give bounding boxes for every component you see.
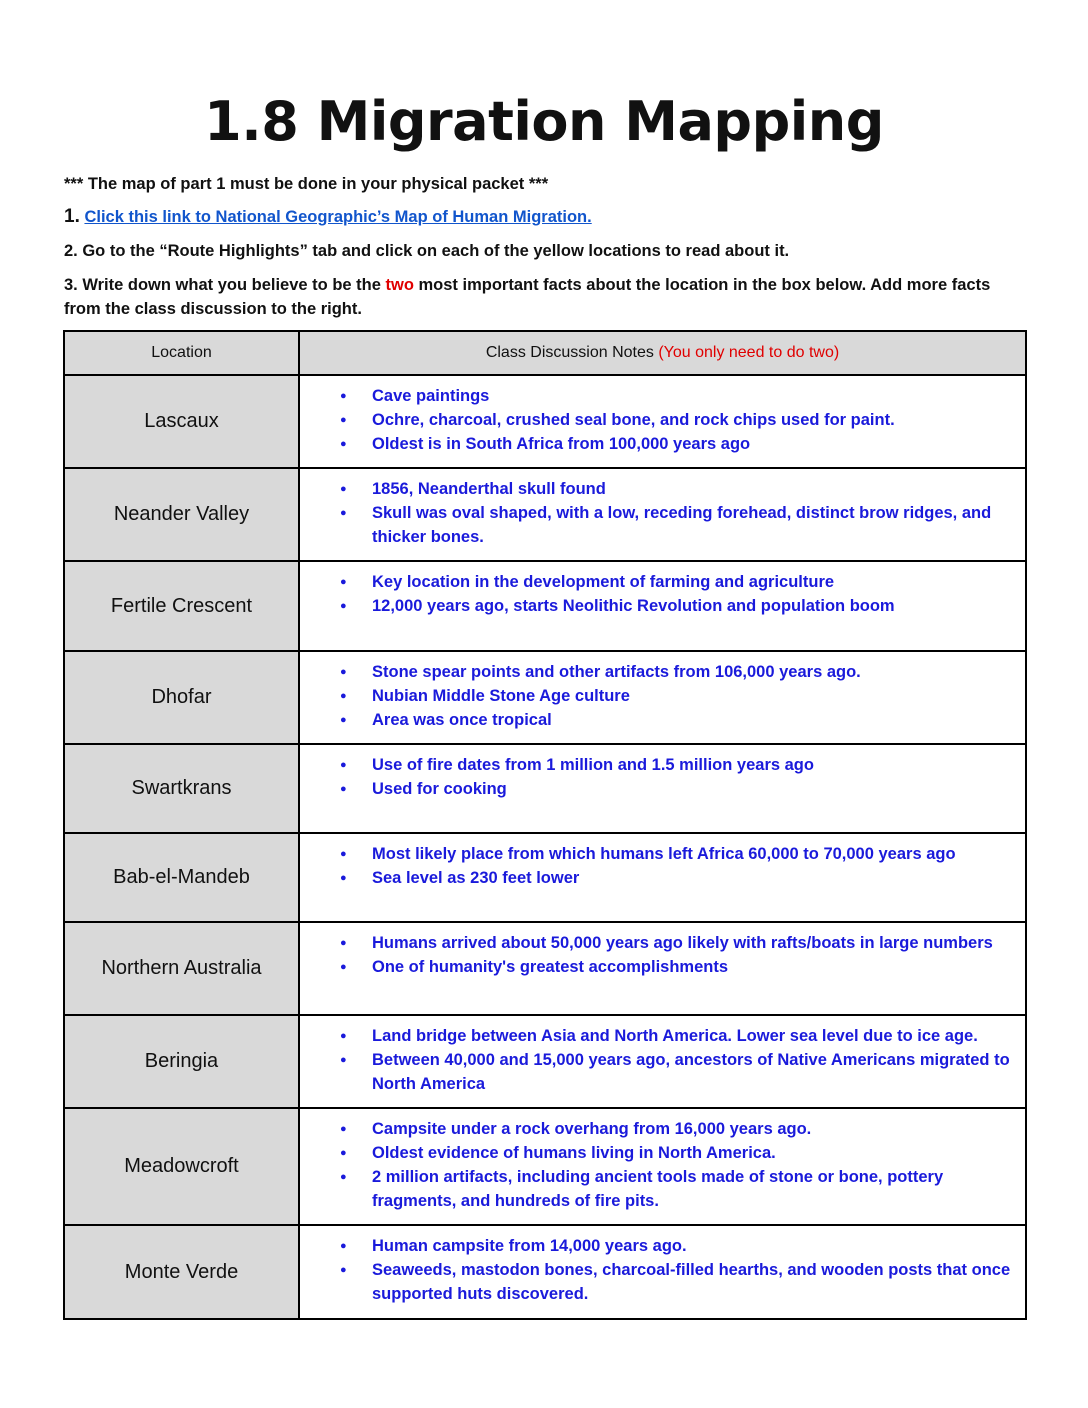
location-cell: Beringia [64,1015,299,1108]
location-cell: Meadowcroft [64,1108,299,1225]
facts-list [300,652,1025,732]
national-geographic-link[interactable]: Click this link to National Geographic’s Map of Human Migration. [84,208,592,226]
facts-list [300,1226,1025,1306]
facts-list [300,376,1025,456]
location-cell: Swartkrans [64,744,299,833]
fact-item: ● Seaweeds, mastodon bones, charcoal-filled hearths, and wooden posts that once supported huts discovered. [300,1258,1015,1306]
notes-cell [299,744,1026,833]
fact-item: ● Human campsite from 14,000 years ago. [300,1234,1015,1258]
header-notes [299,331,1026,375]
fact-item: ● Stone spear points and other artifacts from 106,000 years ago. [300,660,1015,684]
fact-item: ● 1856, Neanderthal skull found [300,477,1015,501]
location-cell: Dhofar [64,651,299,744]
header-notes-label: Class Discussion Notes [485,344,659,361]
header-notes-hint: (You only need to do two) [658,344,840,361]
table-row [64,561,1026,651]
step-1-number: 1. [64,206,80,227]
fact-item: ● Used for cooking [300,777,1015,801]
table-row [64,651,1026,744]
facts-list [300,469,1025,549]
table-row [64,744,1026,833]
step-3-emphasis: two [385,276,414,294]
location-cell: Bab-el-Mandeb [64,833,299,922]
fact-item: ● One of humanity's greatest accomplishments [300,955,1015,979]
notes-cell [299,1108,1026,1225]
table-row [64,1108,1026,1225]
facts-list [300,834,1025,890]
fact-item: ● Oldest is in South Africa from 100,000 years ago [300,432,1015,456]
notes-cell [299,468,1026,561]
migration-table [63,330,1027,1320]
instruction-note: *** The map of part 1 must be done in your physical packet *** [64,175,549,193]
notes-cell [299,833,1026,922]
notes-cell [299,561,1026,651]
fact-item: ● Humans arrived about 50,000 years ago likely with rafts/boats in large numbers [300,931,1015,955]
table-header-row [64,331,1026,375]
table-row [64,922,1026,1015]
fact-item: ● Key location in the development of farming and agriculture [300,570,1015,594]
notes-cell [299,651,1026,744]
fact-item: ● Ochre, charcoal, crushed seal bone, and rock chips used for paint. [300,408,1015,432]
fact-item: ● Cave paintings [300,384,1015,408]
page-title: 1.8 Migration Mapping [204,90,884,153]
table-body [64,375,1026,1319]
location-cell: Monte Verde [64,1225,299,1319]
instruction-step-1 [64,205,1024,229]
notes-cell [299,922,1026,1015]
fact-item: ● Area was once tropical [300,708,1015,732]
fact-item: ● Land bridge between Asia and North America. Lower sea level due to ice age. [300,1024,1015,1048]
location-cell: Neander Valley [64,468,299,561]
notes-cell [299,1015,1026,1108]
header-location: Location [64,331,299,375]
table-row [64,375,1026,468]
table-row [64,1015,1026,1108]
notes-cell [299,375,1026,468]
fact-item: ● Use of fire dates from 1 million and 1.5 million years ago [300,753,1015,777]
fact-item: ● Most likely place from which humans left Africa 60,000 to 70,000 years ago [300,842,1015,866]
location-cell: Fertile Crescent [64,561,299,651]
location-cell: Lascaux [64,375,299,468]
facts-list [300,745,1025,801]
instruction-step-3 [64,273,1024,321]
fact-item: ● 2 million artifacts, including ancient tools made of stone or bone, pottery fragments, and hundreds of fire pits. [300,1165,1015,1213]
instruction-step-2: 2. Go to the “Route Highlights” tab and click on each of the yellow locations to read about it. [64,242,790,260]
fact-item: ● Skull was oval shaped, with a low, receding forehead, distinct brow ridges, and thicker bones. [300,501,1015,549]
fact-item: ● 12,000 years ago, starts Neolithic Revolution and population boom [300,594,1015,618]
fact-item: ● Nubian Middle Stone Age culture [300,684,1015,708]
facts-list [300,1016,1025,1096]
fact-item: ● Sea level as 230 feet lower [300,866,1015,890]
facts-list [300,923,1025,979]
table-row [64,1225,1026,1319]
table-row [64,833,1026,922]
facts-list [300,1109,1025,1213]
fact-item: ● Oldest evidence of humans living in North America. [300,1141,1015,1165]
table-row [64,468,1026,561]
step-3-text-end: most important facts about the location in the box below. Add more facts from the class discussion to the right. [64,276,991,318]
notes-cell [299,1225,1026,1319]
step-3-text-start: 3. Write down what you believe to be the [64,276,386,294]
fact-item: ● Campsite under a rock overhang from 16,000 years ago. [300,1117,1015,1141]
location-cell: Northern Australia [64,922,299,1015]
fact-item: ● Between 40,000 and 15,000 years ago, ancestors of Native Americans migrated to North America [300,1048,1015,1096]
facts-list [300,562,1025,618]
